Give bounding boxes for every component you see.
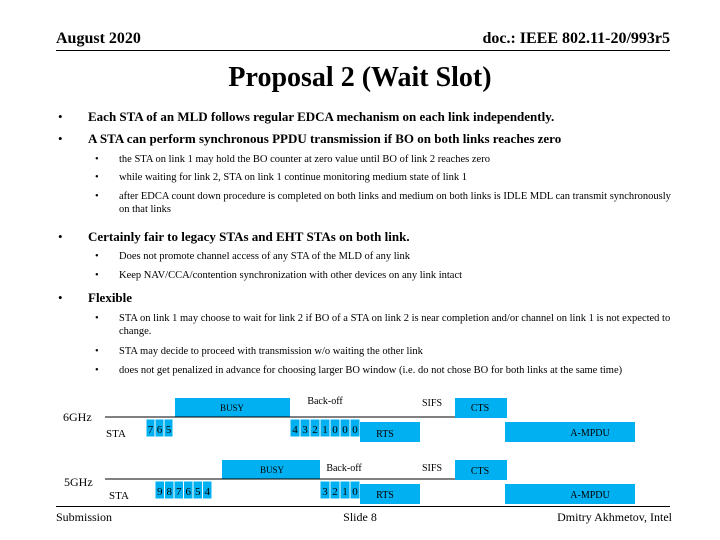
sta-label: STA bbox=[106, 428, 126, 440]
bullet-marker: • bbox=[58, 229, 63, 244]
sub-bullet-text: the STA on link 1 may hold the BO counter at zero value until BO of link 2 reaches zero bbox=[119, 154, 490, 165]
backoff-slot-count: 7 bbox=[176, 486, 182, 498]
backoff-slot-count: 4 bbox=[292, 424, 298, 436]
ampdu-label: A-MPDU bbox=[570, 490, 610, 501]
backoff-slots-end bbox=[290, 419, 360, 437]
backoff-slot-count: 0 bbox=[352, 486, 358, 498]
sub-bullet-text: Keep NAV/CCA/contention synchronization with other devices on any link intact bbox=[119, 270, 463, 281]
backoff-slot-count: 0 bbox=[342, 424, 348, 436]
busy-label: BUSY bbox=[259, 465, 285, 475]
sub-bullet-marker: • bbox=[95, 172, 99, 183]
backoff-slot-count: 2 bbox=[312, 424, 318, 436]
sub-bullet-marker: • bbox=[95, 251, 99, 262]
bullet-text: A STA can perform synchronous PPDU transmission if BO on both links reaches zero bbox=[88, 131, 562, 146]
backoff-slot-count: 7 bbox=[147, 424, 154, 436]
link-6ghz bbox=[63, 396, 635, 442]
rts-label: RTS bbox=[376, 429, 394, 440]
sub-bullet-text: Does not promote channel access of any STA of the MLD of any link bbox=[119, 251, 411, 262]
footer-submission: Submission bbox=[56, 510, 113, 524]
footer-rule bbox=[56, 506, 670, 507]
sub-bullet-marker: • bbox=[95, 154, 99, 165]
sta-label: STA bbox=[109, 490, 129, 502]
backoff-label: Back-off bbox=[326, 463, 362, 474]
backoff-slot-count: 3 bbox=[302, 424, 308, 436]
sub-bullet-marker: • bbox=[95, 191, 99, 202]
backoff-slot-count: 5 bbox=[195, 486, 201, 498]
sub-bullet-text: STA on link 1 may choose to wait for link 2 if BO of a STA on link 2 is near completion and/or channel on link 1 is not expected to change. bbox=[119, 313, 671, 337]
backoff-slot-count: 1 bbox=[342, 486, 348, 498]
backoff-slots-start bbox=[155, 481, 212, 499]
footer-author: Dmitry Akhmetov, Intel bbox=[557, 510, 672, 524]
backoff-slots-start bbox=[146, 419, 173, 437]
band-label: 6GHz bbox=[63, 410, 92, 424]
slide-title: Proposal 2 (Wait Slot) bbox=[228, 62, 492, 93]
bullet-marker: • bbox=[58, 131, 63, 146]
backoff-slot-count: 3 bbox=[322, 486, 328, 498]
backoff-slot-count: 4 bbox=[204, 486, 210, 498]
bullet-text: Certainly fair to legacy STAs and EHT STAs on both link. bbox=[88, 229, 410, 244]
backoff-slot-count: 1 bbox=[322, 424, 328, 436]
sub-bullet-marker: • bbox=[95, 346, 99, 357]
backoff-slot-count: 6 bbox=[185, 486, 191, 498]
backoff-label: Back-off bbox=[307, 396, 343, 407]
sifs-label: SIFS bbox=[421, 463, 443, 474]
footer-slide-number: Slide 8 bbox=[343, 510, 377, 524]
sub-bullet-marker: • bbox=[95, 365, 99, 376]
ampdu-label: A-MPDU bbox=[570, 428, 610, 439]
cts-label: CTS bbox=[470, 403, 490, 414]
sifs-label: SIFS bbox=[421, 398, 443, 409]
sub-bullet-marker: • bbox=[95, 313, 99, 324]
sub-bullet-text: does not get penalized in advance for choosing larger BO window (i.e. do not chose BO for both links at the same time) bbox=[119, 365, 623, 376]
bullet-marker: • bbox=[58, 109, 63, 124]
sub-bullet-text: STA may decide to proceed with transmission w/o waiting the other link bbox=[119, 346, 423, 357]
bullet-marker: • bbox=[58, 290, 63, 305]
backoff-slot-count: 8 bbox=[166, 486, 172, 498]
backoff-slot-count: 6 bbox=[156, 424, 163, 436]
cts-label: CTS bbox=[470, 466, 490, 477]
link-5ghz bbox=[64, 460, 635, 504]
rts-label: RTS bbox=[376, 490, 394, 501]
bullet-text: Each STA of an MLD follows regular EDCA mechanism on each link independently. bbox=[88, 109, 555, 124]
band-label: 5GHz bbox=[64, 475, 93, 489]
backoff-slot-count: 0 bbox=[332, 424, 338, 436]
bullet-text: Flexible bbox=[88, 290, 133, 305]
backoff-slot-count: 9 bbox=[157, 486, 163, 498]
header-date: August 2020 bbox=[56, 30, 141, 47]
busy-label: BUSY bbox=[219, 403, 245, 413]
backoff-slots-end bbox=[320, 481, 360, 499]
backoff-slot-count: 0 bbox=[352, 424, 358, 436]
backoff-slot-count: 2 bbox=[332, 486, 338, 498]
sub-bullet-marker: • bbox=[95, 270, 99, 281]
sub-bullet-text: after EDCA count down procedure is completed on both links and medium on both links is IDLE MDL can transmit synchronously on that links bbox=[119, 191, 671, 215]
sub-bullet-text: while waiting for link 2, STA on link 1 continue monitoring medium state of link 1 bbox=[119, 172, 467, 183]
backoff-slot-count: 5 bbox=[165, 424, 172, 436]
header-doc-id: doc.: IEEE 802.11-20/993r5 bbox=[482, 30, 670, 47]
